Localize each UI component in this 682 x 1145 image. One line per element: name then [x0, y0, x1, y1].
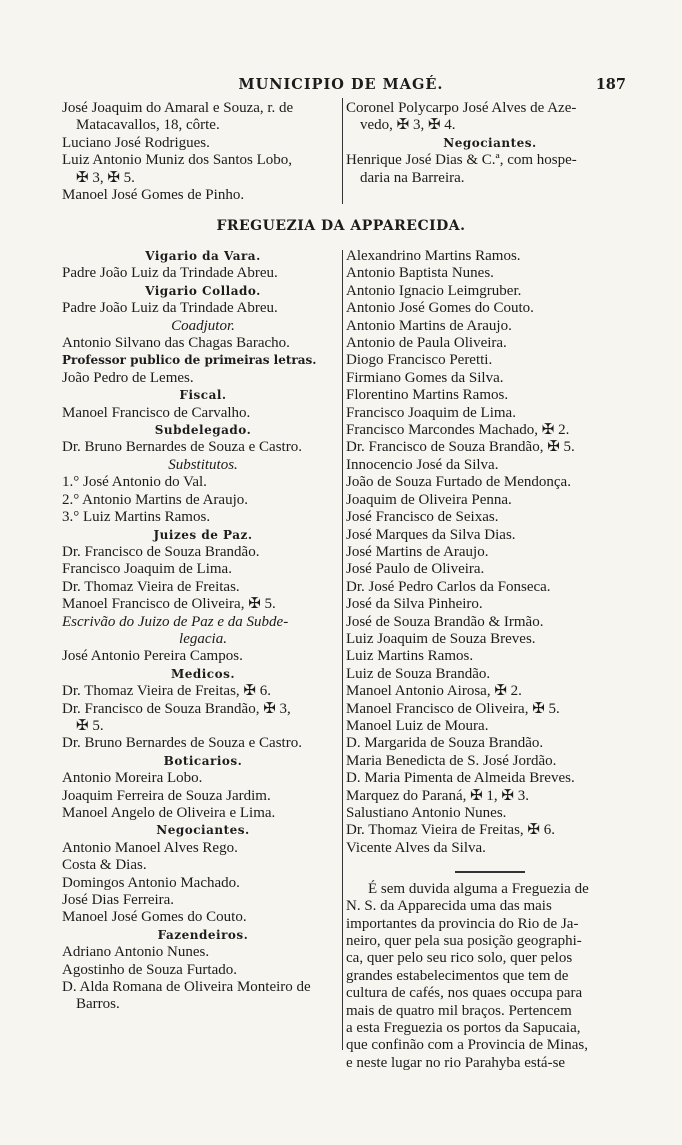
- entry: 2.° Antonio Martins de Araujo.: [62, 491, 248, 508]
- entry: Diogo Francisco Peretti.: [346, 352, 493, 369]
- entry: Antonio Manoel Alves Rego.: [62, 839, 238, 856]
- entry: Francisco Joaquim de Lima.: [62, 561, 232, 578]
- entry: Salustiano Antonio Nunes.: [346, 805, 507, 821]
- entry: Adriano Antonio Nunes.: [62, 944, 210, 961]
- entry: Luiz Antonio Muniz dos Santos Lobo,: [62, 152, 292, 169]
- entry: Vicente Alves da Silva.: [346, 839, 486, 856]
- entry: Domingos Antonio Machado.: [62, 874, 240, 891]
- entry: Antonio de Paula Oliveira.: [346, 335, 507, 352]
- entry: vedo, ✠ 3, ✠ 4.: [360, 117, 456, 134]
- entry: Dr. Thomaz Vieira de Freitas, ✠ 6.: [62, 683, 271, 700]
- entry: ✠ 5.: [76, 717, 104, 734]
- right-column: [346, 248, 634, 1072]
- paragraph-line: a esta Freguezia os portos da Sapucaia,: [346, 1019, 581, 1036]
- entry: José Martins de Araujo.: [346, 543, 489, 560]
- divider-rule: [455, 871, 525, 873]
- entry: Costa & Dias.: [62, 857, 147, 874]
- top-left-block: [62, 100, 344, 204]
- paragraph-line: e neste lugar no rio Parahyba está-se: [346, 1054, 566, 1071]
- page-number: 187: [595, 76, 626, 93]
- entry: Alexandrino Martins Ramos.: [346, 248, 521, 264]
- entry: Manoel Francisco de Oliveira, ✠ 5.: [62, 596, 276, 613]
- entry: Matacavallos, 18, côrte.: [76, 117, 220, 134]
- entry: Maria Benedicta de S. José Jordão.: [346, 752, 557, 769]
- section-heading: Vigario Collado.: [145, 283, 261, 298]
- entry: Antonio Martins de Araujo.: [346, 317, 512, 334]
- entry: Antonio Moreira Lobo.: [62, 770, 203, 787]
- entry: José da Silva Pinheiro.: [346, 596, 483, 613]
- paragraph-line: importantes da provincia do Rio de Ja-: [346, 915, 579, 932]
- section-heading: Professor publico de primeiras letras.: [62, 353, 317, 368]
- left-column: [62, 248, 344, 1014]
- section-heading: Negociantes.: [443, 135, 537, 150]
- paragraph-line: que confinão com a Provincia de Minas,: [346, 1037, 589, 1054]
- entry: Dr. Bruno Bernardes de Souza e Castro.: [62, 735, 302, 752]
- entry: José Dias Ferreira.: [62, 892, 175, 909]
- entry: Manoel Angelo de Oliveira e Lima.: [62, 805, 276, 821]
- entry: Barros.: [76, 996, 120, 1013]
- entry: Antonio Silvano das Chagas Baracho.: [62, 335, 290, 352]
- entry: Antonio Baptista Nunes.: [346, 265, 494, 282]
- entry: José Marques da Silva Dias.: [346, 526, 516, 543]
- entry: Manoel Antonio Airosa, ✠ 2.: [346, 683, 522, 700]
- entry: José Antonio Pereira Campos.: [62, 648, 243, 665]
- entry: Manoel José Gomes de Pinho.: [62, 187, 245, 204]
- entry: D. Margarida de Souza Brandão.: [346, 735, 544, 752]
- paragraph-line: cultura de cafés, nos quaes occupa para: [346, 985, 583, 1002]
- entry: João Pedro de Lemes.: [62, 369, 194, 386]
- entry: Manoel Francisco de Carvalho.: [62, 404, 251, 421]
- entry: Dr. Thomaz Vieira de Freitas.: [62, 578, 240, 595]
- entry: Padre João Luiz da Trindade Abreu.: [62, 265, 278, 282]
- entry: Antonio José Gomes do Couto.: [346, 300, 534, 317]
- entry: D. Maria Pimenta de Almeida Breves.: [346, 770, 575, 787]
- entry: Dr. José Pedro Carlos da Fonseca.: [346, 578, 551, 595]
- paragraph-line: neiro, quer pela sua posição geographi-: [346, 932, 582, 949]
- entry: Francisco Marcondes Machado, ✠ 2.: [346, 422, 570, 439]
- section-heading: Escrivão do Juizo de Paz e da Subde-: [62, 613, 289, 630]
- entry: Innocencio José da Silva.: [346, 456, 499, 473]
- entry: Joaquim de Oliveira Penna.: [346, 491, 512, 508]
- entry: ✠ 3, ✠ 5.: [76, 169, 135, 186]
- paragraph-line: grandes estabelecimentos que tem de: [346, 967, 569, 984]
- section-heading: Juizes de Paz.: [153, 527, 253, 542]
- entry: Luiz Joaquim de Souza Breves.: [346, 630, 536, 647]
- section-heading: Vigario da Vara.: [145, 249, 261, 263]
- section-heading: Medicos.: [170, 666, 236, 681]
- page-title: MUNICIPIO DE MAGÉ.: [238, 76, 444, 93]
- entry: Manoel Francisco de Oliveira, ✠ 5.: [346, 700, 560, 717]
- paragraph-line: N. S. da Apparecida uma das mais: [346, 898, 552, 915]
- section-heading: Fiscal.: [179, 388, 227, 403]
- entry: Florentino Martins Ramos.: [346, 387, 509, 404]
- entry: 1.° José Antonio do Val.: [62, 474, 207, 491]
- entry: D. Alda Romana de Oliveira Monteiro de: [62, 979, 311, 996]
- entry: Antonio Ignacio Leimgruber.: [346, 282, 522, 299]
- section-title: FREGUEZIA DA APPARECIDA.: [216, 218, 466, 234]
- entry: Padre João Luiz da Trindade Abreu.: [62, 300, 278, 317]
- section-heading: Subdelegado.: [154, 423, 252, 438]
- paragraph-line: ca, quer pelo seu rico solo, quer pelos: [346, 950, 573, 967]
- entry: Luiz Martins Ramos.: [346, 648, 474, 665]
- section-heading: Substitutos.: [168, 456, 238, 473]
- description-paragraph: [346, 881, 634, 1072]
- paragraph-line: mais de quatro mil braços. Pertencem: [346, 1002, 572, 1019]
- entry: Henrique José Dias & C.ª, com hospe-: [346, 152, 577, 169]
- entry: Firmiano Gomes da Silva.: [346, 369, 504, 386]
- entry: João de Souza Furtado de Mendonça.: [346, 474, 571, 491]
- paragraph-line: É sem duvida alguma a Freguezia de: [368, 880, 589, 897]
- entry: José Joaquim do Amaral e Souza, r. de: [62, 100, 294, 116]
- entry: 3.° Luiz Martins Ramos.: [62, 509, 211, 526]
- entry: Manoel Luiz de Moura.: [346, 717, 489, 734]
- entry: Joaquim Ferreira de Souza Jardim.: [62, 787, 271, 804]
- entry: José Francisco de Seixas.: [346, 509, 499, 526]
- entry: Dr. Francisco de Souza Brandão.: [62, 543, 260, 560]
- entry: daria na Barreira.: [360, 169, 465, 186]
- entry: Coronel Polycarpo José Alves de Aze-: [346, 100, 577, 116]
- entry: Francisco Joaquim de Lima.: [346, 404, 516, 421]
- top-right-block: [346, 100, 634, 187]
- entry: Dr. Francisco de Souza Brandão, ✠ 5.: [346, 439, 575, 456]
- section-heading: legacia.: [179, 630, 227, 647]
- entry: Dr. Thomaz Vieira de Freitas, ✠ 6.: [346, 822, 555, 839]
- section-heading: Boticarios.: [163, 753, 243, 768]
- entry: Dr. Bruno Bernardes de Souza e Castro.: [62, 439, 302, 456]
- section-heading: Negociantes.: [156, 823, 250, 838]
- entry: José de Souza Brandão & Irmão.: [346, 613, 544, 630]
- entry: Manoel José Gomes do Couto.: [62, 909, 247, 926]
- entry: Marquez do Paraná, ✠ 1, ✠ 3.: [346, 787, 530, 804]
- section-heading: Fazendeiros.: [157, 927, 249, 942]
- entry: Luiz de Souza Brandão.: [346, 665, 491, 682]
- entry: Agostinho de Souza Furtado.: [62, 961, 237, 978]
- entry: José Paulo de Oliveira.: [346, 561, 485, 578]
- section-heading: Coadjutor.: [171, 317, 235, 334]
- entry: Dr. Francisco de Souza Brandão, ✠ 3,: [62, 700, 291, 717]
- entry: Luciano José Rodrigues.: [62, 134, 210, 151]
